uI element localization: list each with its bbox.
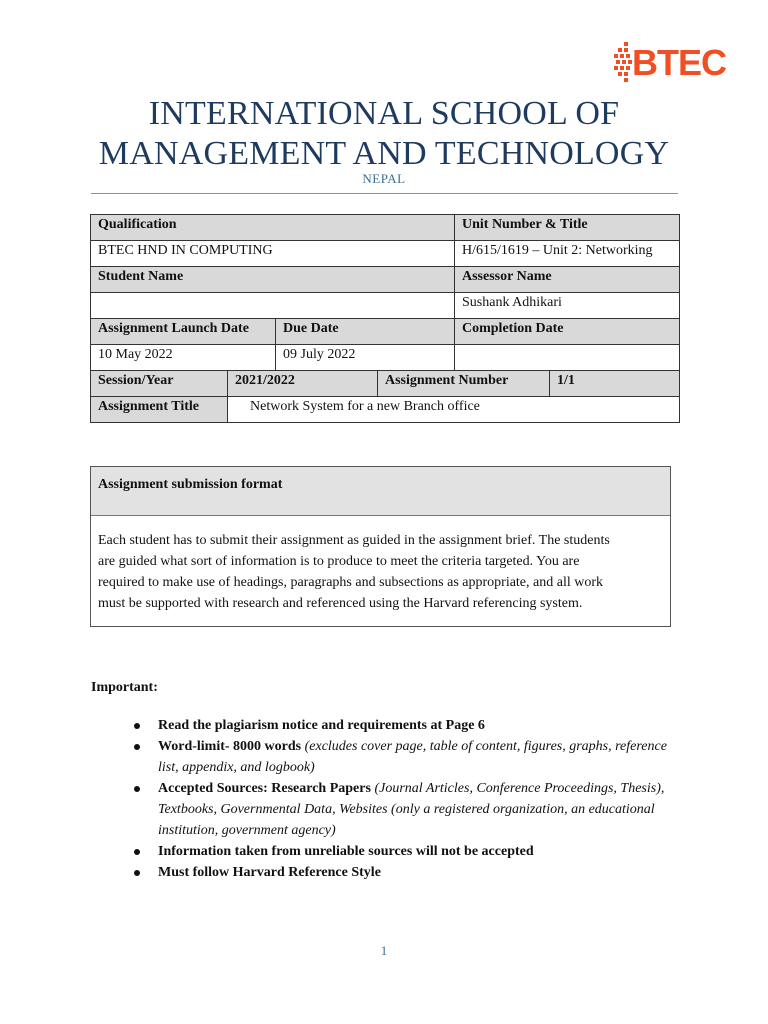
- list-item: Accepted Sources: Research Papers (Journal Articles, Conference Proceedings, Thesis), Textbooks, Governmental Data, Websites (only a registered organization, an educational institution, government agency): [130, 778, 690, 841]
- due-date-value: 09 July 2022: [276, 345, 455, 371]
- assignment-title-value: Network System for a new Branch office: [228, 397, 680, 423]
- assessor-name-value: Sushank Adhikari: [455, 293, 680, 319]
- launch-date-value: 10 May 2022: [91, 345, 276, 371]
- school-subtitle: NEPAL: [362, 171, 406, 186]
- completion-date-label: Completion Date: [455, 319, 680, 345]
- bullet-icon: [134, 744, 140, 750]
- student-name-value: [91, 293, 455, 319]
- table-row: [91, 293, 680, 319]
- school-title: [60, 94, 708, 174]
- bullet-icon: [134, 849, 140, 855]
- student-name-label: Student Name: [91, 267, 455, 293]
- page-number: 1: [380, 943, 388, 958]
- table-row: [91, 397, 680, 423]
- unit-label: Unit Number & Title: [455, 215, 680, 241]
- list-item: Word-limit- 8000 words (excludes cover page, table of content, figures, graphs, reference list, appendix, and logbook): [130, 736, 690, 778]
- bullet-icon: [134, 786, 140, 792]
- important-list: [130, 715, 690, 883]
- school-title-line1: INTERNATIONAL SCHOOL OF: [148, 95, 620, 132]
- table-row: [91, 215, 680, 241]
- table-row: [91, 241, 680, 267]
- list-item: Read the plagiarism notice and requirements at Page 6: [130, 715, 690, 736]
- unit-value: H/615/1619 – Unit 2: Networking: [455, 241, 680, 267]
- submission-line: must be supported with research and referenced using the Harvard referencing system.: [98, 596, 583, 611]
- submission-format-heading: Assignment submission format: [91, 467, 670, 516]
- session-year-label: Session/Year: [91, 371, 228, 397]
- assignment-number-value: 1/1: [550, 371, 680, 397]
- bullet-icon: [134, 723, 140, 729]
- submission-line: Each student has to submit their assignment as guided in the assignment brief. The students: [98, 533, 610, 548]
- assessor-name-label: Assessor Name: [455, 267, 680, 293]
- school-title-line2: MANAGEMENT AND TECHNOLOGY: [98, 135, 670, 172]
- list-item: Must follow Harvard Reference Style: [130, 862, 690, 883]
- submission-line: are guided what sort of information is to produce to meet the criteria targeted. You are: [98, 554, 580, 569]
- btec-logo-text: BTEC: [632, 42, 726, 83]
- table-row: [91, 371, 680, 397]
- list-item: Information taken from unreliable sources will not be accepted: [130, 841, 690, 862]
- btec-logo-icon: [614, 40, 634, 84]
- submission-format-box: [90, 466, 671, 627]
- session-year-value: 2021/2022: [228, 371, 378, 397]
- completion-date-value: [455, 345, 680, 371]
- submission-format-text: [91, 516, 670, 614]
- important-heading: Important:: [91, 680, 158, 695]
- qualification-value: BTEC HND IN COMPUTING: [91, 241, 455, 267]
- table-row: [91, 345, 680, 371]
- assignment-title-label: Assignment Title: [91, 397, 228, 423]
- assignment-info-table: [90, 214, 679, 423]
- assignment-number-label: Assignment Number: [378, 371, 550, 397]
- header-divider: [91, 193, 678, 194]
- bullet-icon: [134, 870, 140, 876]
- btec-logo: [614, 38, 726, 86]
- due-date-label: Due Date: [276, 319, 455, 345]
- table-row: [91, 319, 680, 345]
- submission-line: required to make use of headings, paragraphs and subsections as appropriate, and all work: [98, 575, 604, 590]
- launch-date-label: Assignment Launch Date: [91, 319, 276, 345]
- qualification-label: Qualification: [91, 215, 455, 241]
- table-row: [91, 267, 680, 293]
